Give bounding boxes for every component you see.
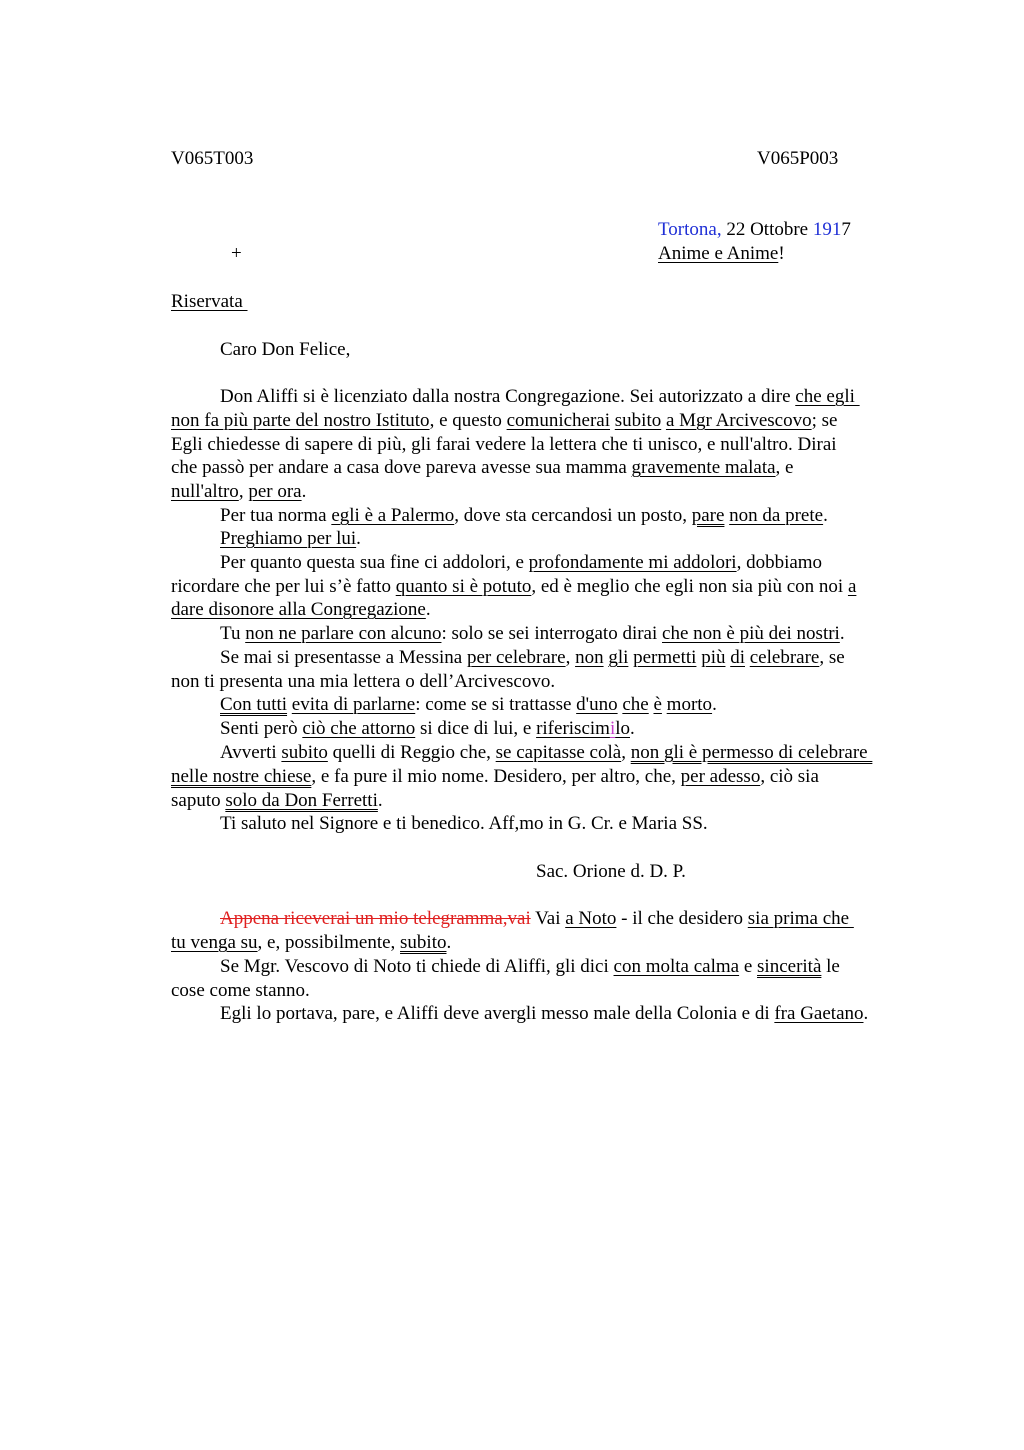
- l16-c: quelli di Reggio che,: [327, 742, 496, 763]
- l6-f: non da prete: [729, 505, 824, 526]
- l2-c: comunicherai: [506, 410, 611, 431]
- l14-e: d'uno: [576, 694, 618, 715]
- l6-b: egli è a Palermo: [331, 505, 455, 526]
- l15-c: si dice di lui, e: [415, 718, 537, 739]
- l15-b: ciò che attorno: [302, 718, 416, 739]
- p3-a: Se Mgr. Vescovo di Noto ti chiede di Aliffi, gli dici: [220, 956, 614, 977]
- p2-d: .: [446, 932, 452, 953]
- text-line-18: [171, 789, 383, 813]
- postscript-line-4: cose come stanno.: [171, 980, 310, 1001]
- p1-a: Vai: [530, 908, 566, 929]
- l11-c: : solo se sei interrogato dirai: [441, 623, 663, 644]
- text-line-13: non ti presenta una mia lettera o dell’Arcivescovo.: [171, 671, 556, 692]
- l2-h: ; se: [811, 410, 838, 431]
- l11-d: che non è più dei nostri: [662, 623, 840, 644]
- l4-c: , e: [775, 457, 794, 478]
- l16-f: non gli è permesso di celebrare: [630, 742, 873, 763]
- l2-a: non fa più parte del nostro Istituto: [171, 410, 430, 431]
- l12-a: Se mai si presentasse a Messina: [220, 647, 467, 668]
- text-line-3: Egli chiedesse di sapere di più, gli farai vedere la lettera che ti unisco, e null'altro. Dirai: [171, 434, 837, 455]
- text-line-7: [220, 527, 361, 551]
- p1-c: - il che desidero: [616, 908, 748, 929]
- p5-c: .: [863, 1003, 869, 1024]
- year-part-b: 7: [841, 219, 851, 240]
- l17-b: , e fa pure il mio nome. Desidero, per altro, che,: [311, 766, 681, 787]
- text-line-9: [171, 575, 856, 599]
- l12-o: , se: [819, 647, 845, 668]
- l8-c: , dobbiamo: [736, 552, 823, 573]
- l5-b: ,: [238, 481, 249, 502]
- l9-b: quanto si è potuto: [395, 576, 532, 597]
- postscript-line-2: [171, 931, 451, 955]
- p5-b: fra Gaetano: [774, 1003, 864, 1024]
- l5-a: null'altro: [171, 481, 239, 502]
- riservata-text: Riservata: [171, 291, 248, 312]
- header-left-code: V065T003: [171, 148, 254, 169]
- l9-d: a: [847, 576, 857, 597]
- l14-c: evita di parlarne: [291, 694, 416, 715]
- l15-f: lo: [615, 718, 630, 739]
- l18-b: solo da Don Ferretti: [225, 790, 378, 811]
- place: Tortona,: [658, 219, 722, 240]
- l14-i: è: [653, 694, 662, 715]
- l16-e: ,: [621, 742, 631, 763]
- l4-a: che passò per andare a casa dove pareva avesse sua mamma: [171, 457, 632, 478]
- text-line-15: [220, 717, 635, 741]
- l12-j: più: [701, 647, 726, 668]
- l4-b: gravemente malata: [631, 457, 776, 478]
- l2-e: subito: [614, 410, 662, 431]
- postscript-line-5: [220, 1002, 868, 1026]
- l18-a: saputo: [171, 790, 226, 811]
- motto: [658, 242, 785, 266]
- l7-b: .: [356, 528, 361, 549]
- l15-a: Senti però: [220, 718, 303, 739]
- l9-a: ricordare che per lui s’è fatto: [171, 576, 396, 597]
- p1-b: a Noto: [565, 908, 617, 929]
- l11-b: non ne parlare con alcuno: [245, 623, 442, 644]
- signature: Sac. Orione d. D. P.: [536, 861, 686, 882]
- l14-k: morto: [666, 694, 713, 715]
- p5-a: Egli lo portava, pare, e Aliffi deve avergli messo male della Colonia e di: [220, 1003, 775, 1024]
- l16-a: Avverti: [220, 742, 282, 763]
- l8-a: Per quanto questa sua fine ci addolori, e: [220, 552, 529, 573]
- l6-a: Per tua norma: [220, 505, 332, 526]
- l2-b: , e questo: [429, 410, 507, 431]
- l14-l: .: [712, 694, 717, 715]
- text-line-17: [171, 765, 819, 789]
- l6-d: pare: [691, 505, 725, 526]
- l8-b: profondamente mi addolori: [528, 552, 737, 573]
- text-line-4: [171, 456, 793, 480]
- l7-a: Preghiamo per lui: [220, 528, 357, 549]
- text-line-10: [171, 598, 431, 622]
- l15-g: .: [630, 718, 635, 739]
- l12-b: per celebrare: [466, 647, 566, 668]
- l18-c: .: [377, 790, 383, 811]
- header-right-code: V065P003: [757, 148, 839, 169]
- l12-d: non: [575, 647, 604, 668]
- l17-c: per adesso: [680, 766, 761, 787]
- text-line-6: [220, 504, 828, 528]
- l1-b: che egli: [795, 386, 860, 407]
- p2-c: subito: [400, 932, 447, 953]
- postscript-line-3: [220, 955, 840, 979]
- l15-e: i: [609, 718, 616, 739]
- p1-d: sia prima che: [747, 908, 854, 929]
- l14-g: che: [622, 694, 649, 715]
- year-part-a: 191: [812, 219, 842, 240]
- text-line-14: [220, 693, 717, 717]
- text-line-5: [171, 480, 306, 504]
- text-line-12: [220, 646, 845, 670]
- struck-text: Appena riceverai un mio telegramma,vai: [220, 908, 531, 929]
- l11-e: .: [839, 623, 845, 644]
- p3-b: con molta calma: [613, 956, 740, 977]
- text-line-11: [220, 622, 845, 646]
- l16-d: se capitasse colà: [495, 742, 622, 763]
- l12-c: ,: [565, 647, 576, 668]
- p3-c: e: [739, 956, 758, 977]
- p3-e: le: [821, 956, 840, 977]
- motto-text: Anime e Anime: [658, 243, 779, 264]
- l9-c: , ed è meglio che egli non sia più con noi: [531, 576, 848, 597]
- l10-a: dare disonore alla Congregazione: [171, 599, 426, 620]
- l10-b: .: [425, 599, 431, 620]
- text-line-8: [220, 551, 822, 575]
- p2-a: tu venga su: [171, 932, 258, 953]
- l1-a: Don Aliffi si è licenziato dalla nostra Congregazione. Sei autorizzato a dire: [220, 386, 796, 407]
- l12-h: permetti: [633, 647, 697, 668]
- l6-g: .: [823, 505, 828, 526]
- text-line-1: [220, 385, 860, 409]
- p3-d: sincerità: [757, 956, 822, 977]
- l12-n: celebrare: [749, 647, 820, 668]
- text-line-19: Ti saluto nel Signore e ti benedico. Aff,mo in G. Cr. e Maria SS.: [220, 813, 708, 834]
- place-date: [658, 218, 851, 242]
- l5-d: .: [301, 481, 307, 502]
- l12-f: gli: [608, 647, 629, 668]
- l17-d: , ciò sia: [760, 766, 819, 787]
- cross-mark: +: [231, 243, 242, 264]
- l14-a: Con tutti: [220, 694, 288, 715]
- riservata-label: [171, 290, 248, 314]
- l15-d: riferiscim: [536, 718, 610, 739]
- p2-b: , e, possibilmente,: [257, 932, 401, 953]
- l12-l: di: [730, 647, 745, 668]
- text-line-16: [220, 741, 872, 765]
- l16-b: subito: [281, 742, 328, 763]
- l17-a: nelle nostre chiese: [171, 766, 312, 787]
- day-month: 22 Ottobre: [721, 219, 813, 240]
- l11-a: Tu: [220, 623, 246, 644]
- motto-punct: !: [778, 243, 785, 264]
- l5-c: per ora: [248, 481, 302, 502]
- l6-c: , dove sta cercandosi un posto,: [454, 505, 692, 526]
- l2-g: a Mgr Arcivescovo: [665, 410, 812, 431]
- salutation: Caro Don Felice,: [220, 339, 351, 360]
- text-line-2: [171, 409, 837, 433]
- postscript-line-1: [220, 907, 854, 931]
- l14-d: : come se si trattasse: [415, 694, 577, 715]
